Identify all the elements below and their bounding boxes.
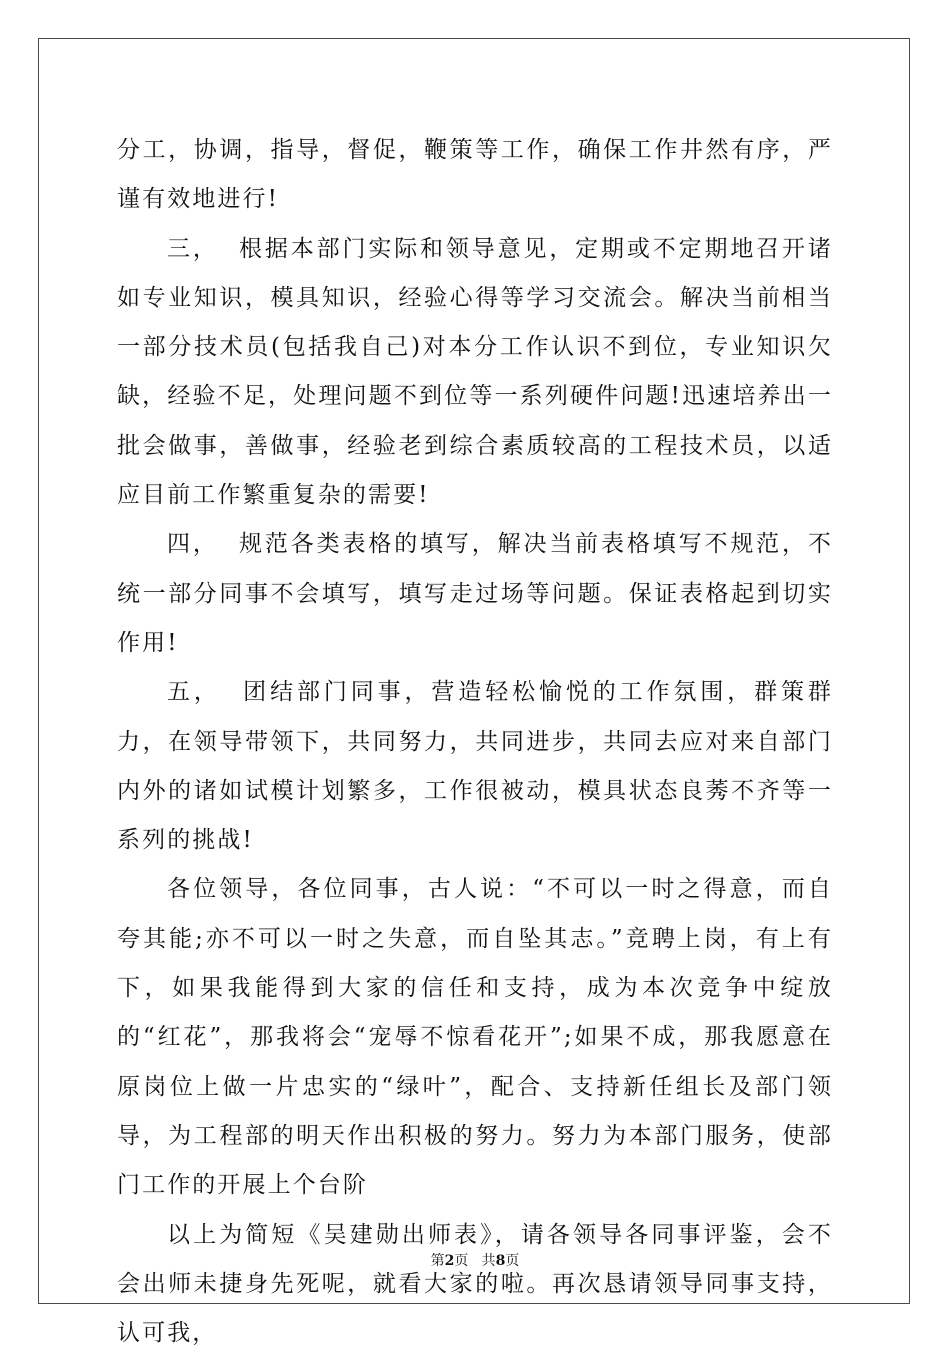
paragraph-item-five: 五， 团结部门同事，营造轻松愉悦的工作氛围，群策群力，在领导带领下，共同努力，共同进步，共同去应对来自部门内外的诸如试模计划繁多，工作很被动，模具状态良莠不齐等一系列的挑战! — [117, 679, 833, 854]
paragraph-closing: 各位领导，各位同事，古人说：“不可以一时之得意，而自夸其能;亦不可以一时之失意，而自坠其志。”竞聘上岗，有上有下，如果我能得到大家的信任和支持，成为本次竞争中绽放的“红花”，那我将会“宠辱不惊看花开”;如果不成，那我愿意在原岗位上做一片忠实的“绿叶”，配合、支持新任组长及部门领导，为工程部的明天作出积极的努力。努力为本部门服务，使部门工作的开展上个台阶 — [117, 876, 833, 1199]
total-prefix: 共 — [481, 1253, 496, 1269]
paragraph-continuation: 分工，协调，指导，督促，鞭策等工作，确保工作井然有序，严谨有效地进行! — [117, 137, 833, 213]
page-prefix: 第 — [430, 1253, 445, 1269]
total-suffix: 页 — [505, 1253, 520, 1269]
total-pages: 8 — [495, 1253, 506, 1269]
page-number: 2 — [444, 1253, 455, 1269]
document-body — [117, 126, 833, 1358]
paragraph-item-three: 三， 根据本部门实际和领导意见，定期或不定期地召开诸如专业知识，模具知识，经验心得等学习交流会。解决当前相当一部分技术员(包括我自己)对本分工作认识不到位，专业知识欠缺，经验不足，处理问题不到位等一系列硬件问题!迅速培养出一批会做事，善做事，经验老到综合素质较高的工程技术员，以适应目前工作繁重复杂的需要! — [117, 235, 833, 509]
page-footer — [0, 1250, 950, 1270]
paragraph-item-four: 四， 规范各类表格的填写，解决当前表格填写不规范，不统一部分同事不会填写，填写走过场等问题。保证表格起到切实作用! — [117, 531, 833, 656]
page-suffix: 页 — [454, 1253, 469, 1269]
paragraph-final: 以上为简短《吴建勋出师表》，请各领导各同事评鉴，会不会出师未捷身先死呢，就看大家的啦。再次恳请领导同事支持，认可我， — [117, 1221, 833, 1347]
